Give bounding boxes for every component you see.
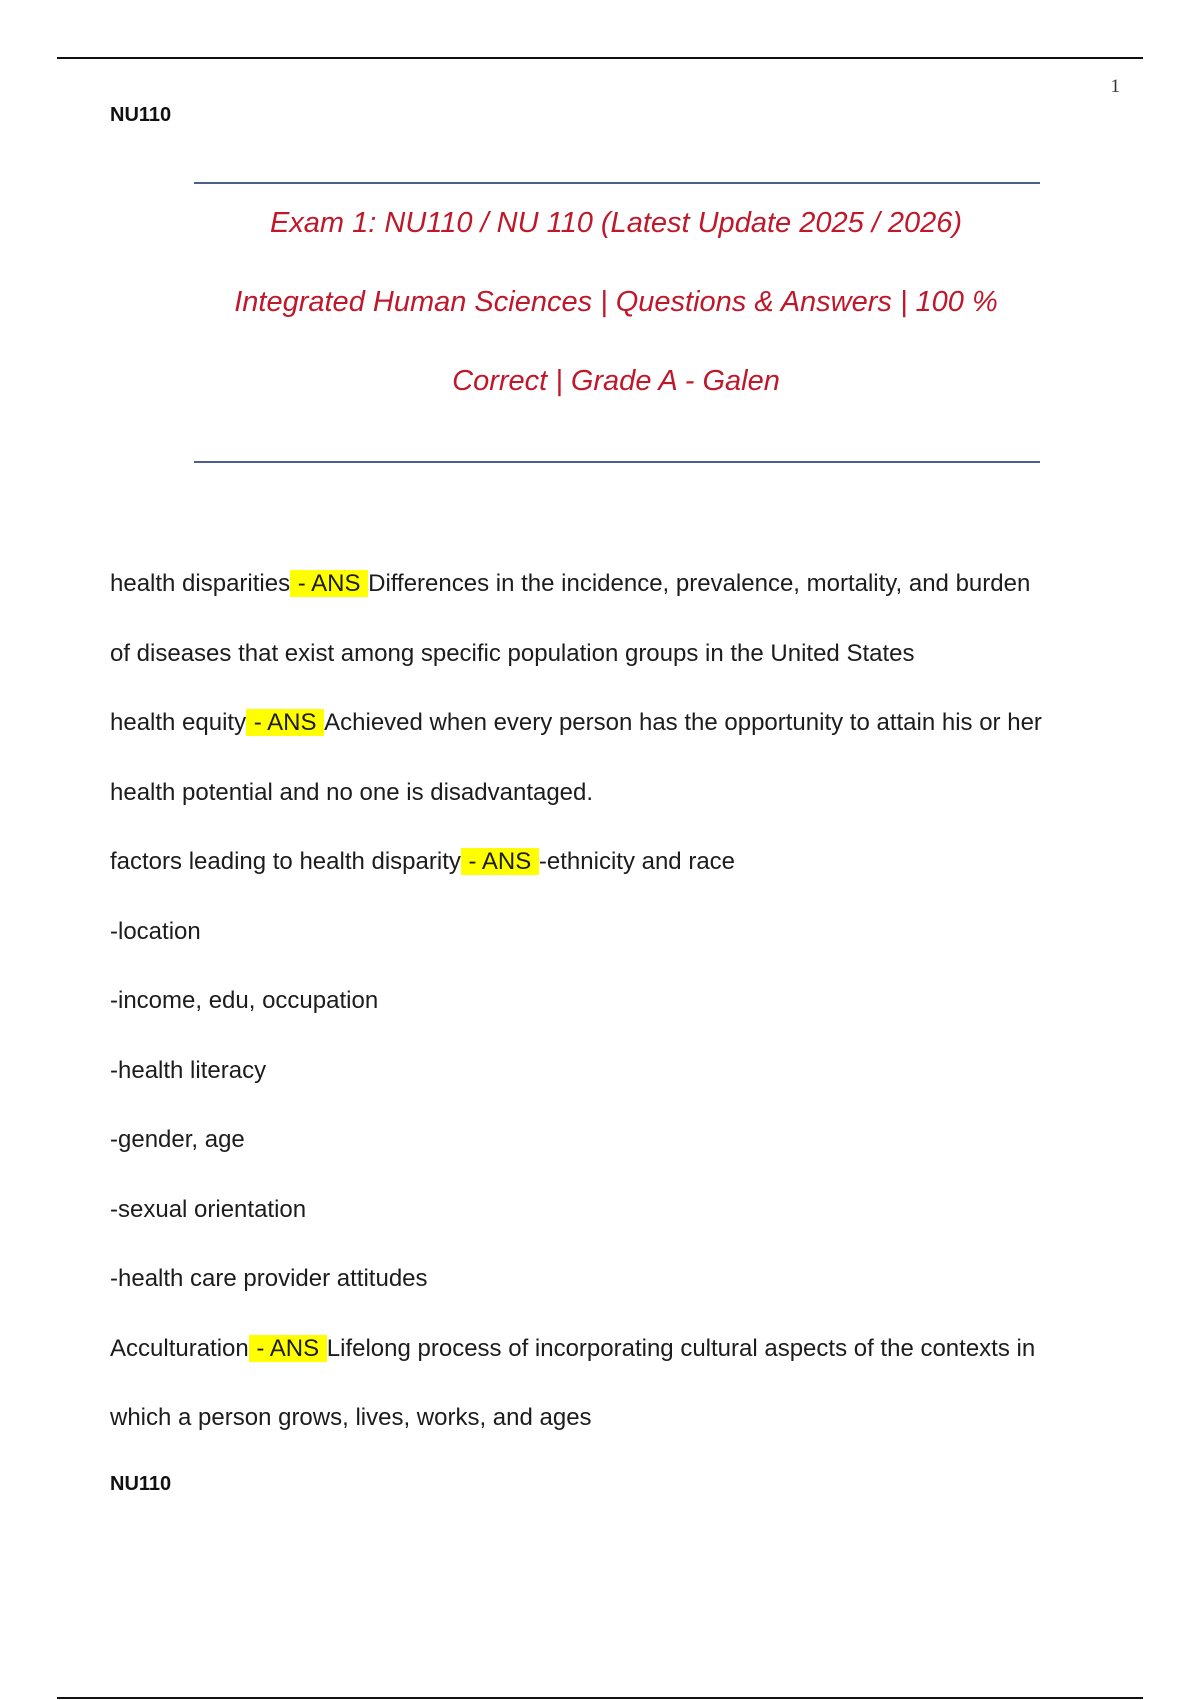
ans-marker: - ANS bbox=[249, 1334, 326, 1362]
document-title bbox=[110, 200, 1122, 437]
title-rule-lower bbox=[194, 461, 1040, 463]
list-item: -location bbox=[110, 917, 201, 945]
qa-answer-continuation: of diseases that exist among specific population groups in the United States bbox=[110, 639, 915, 667]
qa-entry-line bbox=[110, 564, 1150, 634]
ans-marker: - ANS bbox=[247, 709, 324, 736]
list-item: -sexual orientation bbox=[110, 1195, 307, 1223]
list-item: -gender, age bbox=[110, 1126, 245, 1153]
title-rule-upper bbox=[194, 182, 1040, 184]
qa-content bbox=[110, 564, 1150, 1468]
qa-term: Acculturation bbox=[110, 1334, 249, 1362]
qa-answer: Differences in the incidence, prevalence, mortality, and burden bbox=[368, 570, 1031, 597]
qa-answer-continuation: health potential and no one is disadvantaged. bbox=[110, 778, 594, 806]
page-bottom-border bbox=[57, 1697, 1143, 1699]
page-number: 1 bbox=[1110, 76, 1120, 97]
ans-marker: - ANS bbox=[291, 570, 368, 597]
title-line-1: Exam 1: NU110 / NU 110 (Latest Update 2025 / 2026) bbox=[269, 207, 963, 239]
page-top-border bbox=[57, 57, 1143, 59]
qa-answer-continuation: which a person grows, lives, works, and ages bbox=[110, 1404, 592, 1431]
running-footer: NU110 bbox=[110, 1473, 172, 1495]
qa-answer: -ethnicity and race bbox=[538, 848, 736, 875]
ans-marker: - ANS bbox=[461, 848, 538, 875]
title-line-3: Correct | Grade A - Galen bbox=[452, 365, 780, 397]
qa-answer: Achieved when every person has the opportunity to attain his or her bbox=[324, 709, 1042, 736]
qa-term: health equity bbox=[110, 709, 247, 736]
qa-answer: Lifelong process of incorporating cultural aspects of the contexts in bbox=[326, 1334, 1036, 1362]
list-item: -health literacy bbox=[110, 1056, 267, 1084]
qa-entry-line bbox=[110, 1329, 1150, 1399]
qa-entry-line bbox=[110, 703, 1150, 773]
qa-entry-line bbox=[110, 842, 1150, 912]
running-header: NU110 bbox=[110, 104, 172, 126]
title-line-2: Integrated Human Sciences | Questions & Answers | 100 % bbox=[234, 286, 998, 318]
list-item: -health care provider attitudes bbox=[110, 1265, 428, 1292]
list-item: -income, edu, occupation bbox=[110, 987, 379, 1014]
qa-term: health disparities bbox=[110, 570, 291, 597]
qa-term: factors leading to health disparity bbox=[110, 848, 461, 875]
